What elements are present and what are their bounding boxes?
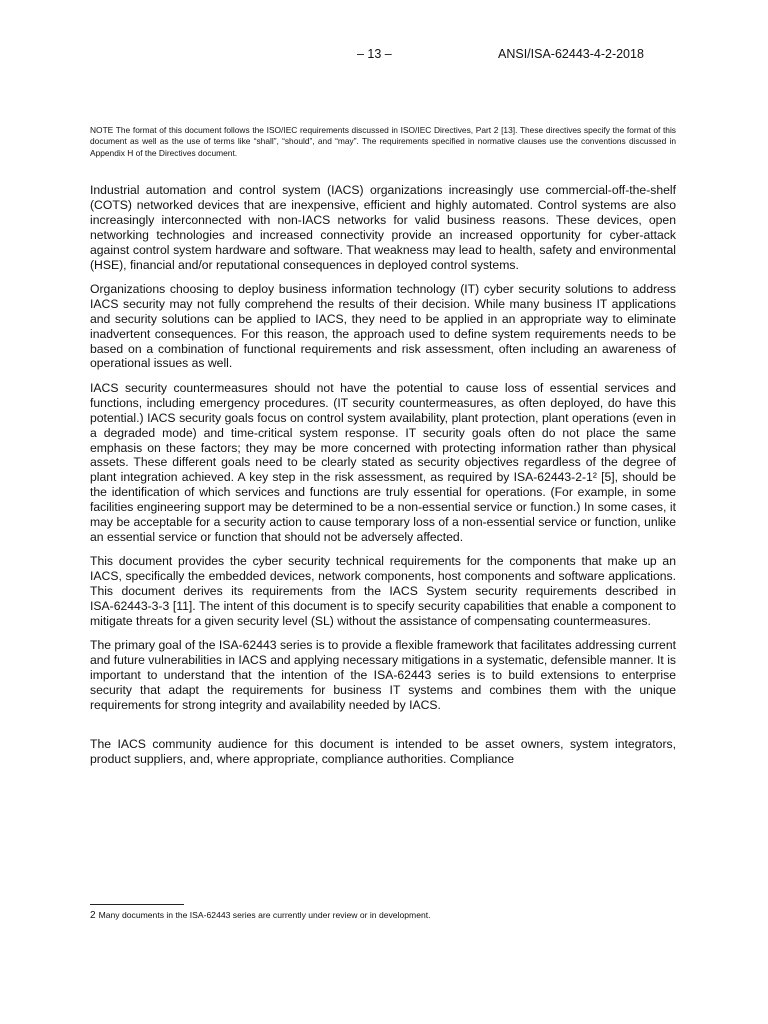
paragraph-primary-goal: The primary goal of the ISA‑62443 series is to provide a flexible framework that facilitates addressing current and future vulnerabilities in IACS and applying necessary mitigations in a systematic, defensible manner. It is important to understand that the intention of the ISA‑62443 series is to build extensions to enterprise security that adapt the requirements for business IT systems and combines them with the unique requirements for strong integrity and availability needed by IACS. xyxy=(90,638,676,712)
paragraph-countermeasures: IACS security countermeasures should not have the potential to cause loss of essential services and functions, including emergency procedures. (IT security countermeasures, as often deployed, do have this potential.) IACS security goals focus on control system availability, plant protection, plant operations (even in a degraded mode) and time-critical system response. IT security goals often do not place the same emphasis on these factors; they may be more concerned with protecting information rather than physical assets. These different goals need to be clearly stated as security objectives regardless of the degree of plant integration achieved. A key step in the risk assessment, as required by ISA‑62443‑2‑1² [5], should be the identification of which services and functions are truly essential for operations. (For example, in some facilities engineering support may be determined to be a non-essential service or function.) In some cases, it may be acceptable for a security action to cause temporary loss of a non-essential service or function, unlike an essential service or function that should not be adversely affected. xyxy=(90,380,676,544)
paragraph-audience: The IACS community audience for this document is intended to be asset owners, system integrators, product suppliers, and, where appropriate, compliance authorities. Compliance xyxy=(90,736,676,766)
body-text xyxy=(90,183,676,776)
note-paragraph: NOTE The format of this document follows the ISO/IEC requirements discussed in ISO/IEC Directives, Part 2 [13]. These directives specify the format of this document as well as the use of terms like “shall”, “should”, and “may”. The requirements specified in normative clauses use the conventions discussed in Appendix H of the Directives document. xyxy=(90,125,676,158)
document-id: ANSI/ISA-62443-4-2-2018 xyxy=(498,47,644,61)
paragraph-document-scope: This document provides the cyber security technical requirements for the components that make up an IACS, specifically the embedded devices, network components, host components and software applications. This document derives its requirements from the IACS System security requirements described in ISA‑62443‑3‑3 [11]. The intent of this document is to specify security capabilities that enable a component to mitigate threats for a given security level (SL) without the assistance of compensating countermeasures. xyxy=(90,554,676,628)
paragraph-business-it: Organizations choosing to deploy business information technology (IT) cyber security solutions to address IACS security may not fully comprehend the results of their decision. While many business IT applications and security solutions can be applied to IACS, they need to be applied in an appropriate way to eliminate inadvertent consequences. For this reason, the approach used to define system requirements needs to be based on a combination of functional requirements and risk assessment, often including an awareness of operational issues as well. xyxy=(90,281,676,371)
paragraph-iacs-organizations: Industrial automation and control system (IACS) organizations increasingly use commercial-off-the-shelf (COTS) networked devices that are inexpensive, efficient and highly automated. Control systems are also increasingly interconnected with non-IACS networks for valid business reasons. These devices, open networking technologies and increased connectivity provide an increased opportunity for cyber-attack against control system hardware and software. That weakness may lead to health, safety and environmental (HSE), financial and/or reputational consequences in deployed control systems. xyxy=(90,183,676,272)
footnote xyxy=(90,910,431,921)
footnote-divider xyxy=(90,904,184,905)
footnote-marker: 2 xyxy=(90,910,96,921)
footnote-text: Many documents in the ISA‑62443 series are currently under review or in development. xyxy=(98,910,431,920)
page-number: – 13 – xyxy=(357,47,392,61)
